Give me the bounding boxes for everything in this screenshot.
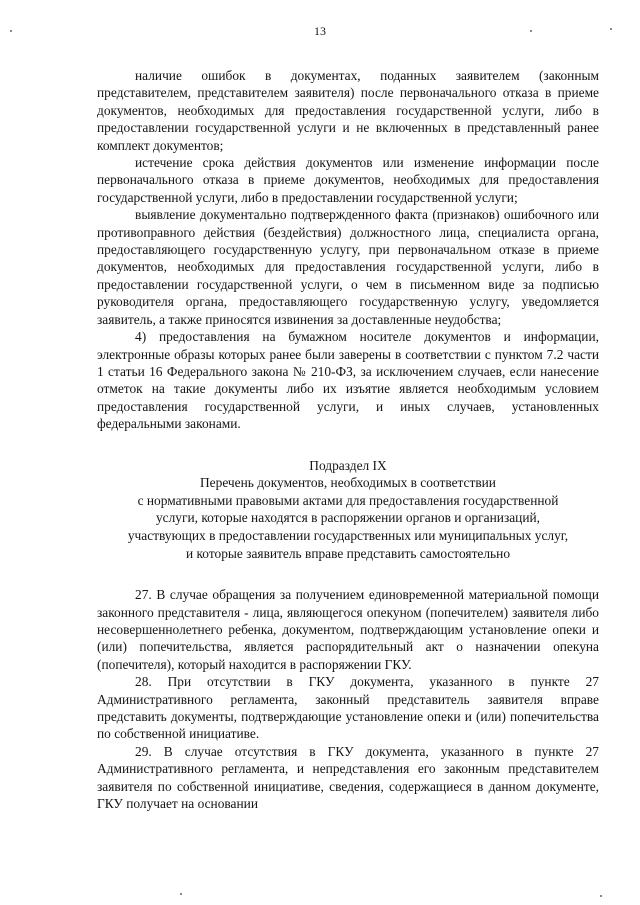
paragraph-29: 29. В случае отсутствия в ГКУ документа, указанного в пункте 27 Административного регламента, и непредставления его законным представителем заявителя по собственной инициативе, сведения, содержащиеся в данном документе, ГКУ получает на основании	[97, 743, 599, 811]
subsection-title-line: и которые заявитель вправе представить самостоятельно	[185, 545, 511, 561]
scan-speck	[610, 28, 612, 30]
page-number: 13	[314, 24, 326, 38]
subsection-title-line: с нормативными правовыми актами для предоставления государственной	[137, 492, 559, 508]
paragraph: 4) предоставления на бумажном носителе документов и информации, электронные образы которых ранее были заверены в соответствии с пунктом 7.2 части 1 статьи 16 Федерального закона № 210-ФЗ, за исключением случаев, если нанесение отметок на такие документы либо их изъятие является необходимым условием предоставления государственной услуги, и иных случаев, установленных федеральными законами.	[97, 329, 599, 432]
subsection-title-line: услуги, которые находятся в распоряжении органов и организаций,	[155, 510, 541, 526]
paragraph: наличие ошибок в документах, поданных заявителем (законным представителем, представителем заявителя) после первоначального отказа в приеме документов, необходимых для предоставления государственной услуги, либо в предоставлении государственной услуги и не включенных в представленный ранее комплект документов;	[97, 68, 599, 153]
scan-speck	[600, 895, 602, 897]
paragraph-27: 27. В случае обращения за получением единовременной материальной помощи законного представителя - лица, являющегося опекуном (попечителем) заявителя либо несовершеннолетнего ребенка, документом, подтверждающим установление опеки и (или) попечительства, является распорядительный акт о назначении опекуна (попечителя), который находится в распоряжении ГКУ.	[97, 587, 599, 672]
subsection-title-line: участвующих в предоставлении государственных или муниципальных услуг,	[127, 527, 569, 543]
scan-speck	[10, 30, 12, 32]
subsection-number: Подраздел IX	[309, 457, 387, 473]
document-body	[97, 67, 599, 812]
paragraph: истечение срока действия документов или изменение информации после первоначального отказа в приеме документов, необходимых для предоставления государственной услуги, либо в предоставлении государственной услуги;	[97, 155, 599, 205]
subsection-title-line: Перечень документов, необходимых в соответствии	[200, 475, 496, 491]
paragraph-28: 28. При отсутствии в ГКУ документа, указанного в пункте 27 Административного регламента, законный представитель заявителя вправе представить документы, подтверждающие установление опеки и (или) попечительства по собственной инициативе.	[97, 674, 599, 742]
paragraph: выявление документально подтвержденного факта (признаков) ошибочного или противоправного действия (бездействия) должностного лица, специалиста органа, предоставляющего государственную услугу, при первоначальном отказе в приеме документов, необходимых для предоставления государственной услуги, либо в предоставлении государственной услуги, о чем в письменном виде за подписью руководителя органа, предоставляющего государственную услугу, уведомляется заявитель, а также приносятся извинения за доставленные неудобства;	[97, 207, 599, 327]
scan-speck	[180, 893, 182, 895]
scan-speck	[530, 30, 532, 32]
subsection-title	[97, 474, 599, 562]
